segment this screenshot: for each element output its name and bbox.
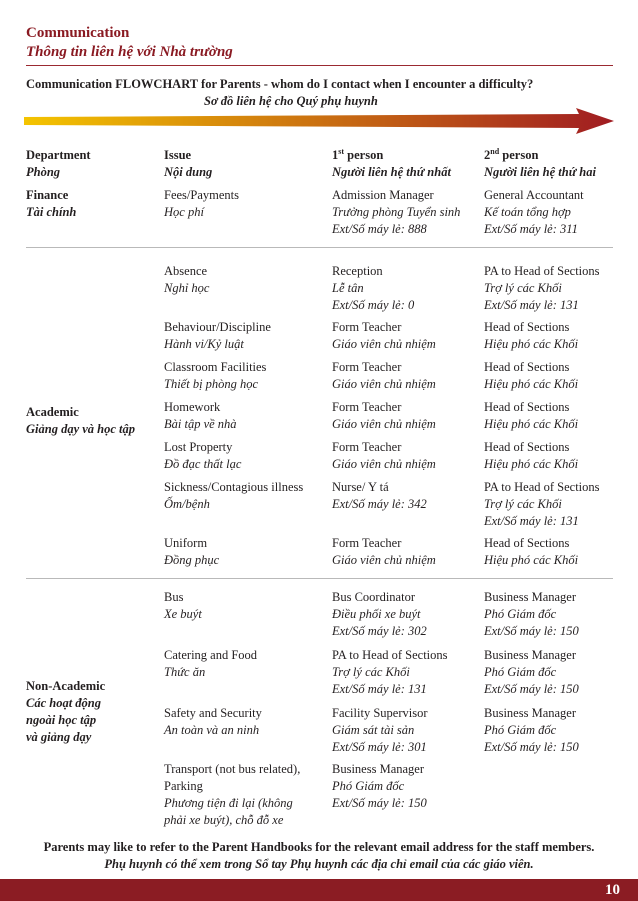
issue-text-cell xyxy=(164,705,332,761)
second-person-line: Head of Sections xyxy=(484,320,570,334)
issue-text-line: Behaviour/Discipline xyxy=(164,320,271,334)
first-person-cell xyxy=(332,263,484,319)
second-person-line: Hiệu phó các Khối xyxy=(484,553,579,567)
first-person-line: PA to Head of Sections xyxy=(332,648,448,662)
table-row xyxy=(164,761,613,831)
issue-text-cell xyxy=(164,399,332,439)
nonacademic-group xyxy=(26,579,613,834)
second-person-line: Head of Sections xyxy=(484,440,570,454)
table-row xyxy=(164,263,613,319)
table-row xyxy=(164,479,613,535)
footer-line-en: Parents may like to refer to the Parent Handbooks for the relevant email address for the staff members. xyxy=(43,840,595,854)
first-person-line: Giáo viên chủ nhiệm xyxy=(332,553,436,567)
first-person-line: Lễ tân xyxy=(332,281,364,295)
second-person-line: Hiệu phó các Khối xyxy=(484,457,579,471)
dept-finance-vi: Tài chính xyxy=(26,205,77,219)
dept-academic-vi: Giảng dạy và học tập xyxy=(26,421,136,436)
issue-text-cell xyxy=(164,535,332,575)
issue-text-cell xyxy=(164,319,332,359)
nonacademic-rows xyxy=(164,589,613,834)
first-person-line: Form Teacher xyxy=(332,536,402,550)
second-person-line: Head of Sections xyxy=(484,536,570,550)
flowchart-heading xyxy=(26,76,613,110)
page-number: 10 xyxy=(605,882,620,898)
second-person-cell xyxy=(484,319,613,359)
dept-nonacademic xyxy=(26,678,105,746)
arrow-shape xyxy=(24,108,614,134)
second-person-line: Phó Giám đốc xyxy=(484,723,557,737)
first-person-line: Nurse/ Y tá xyxy=(332,480,389,494)
dept-finance: Finance xyxy=(26,188,69,202)
issue-text-line: Nghỉ học xyxy=(164,281,210,295)
first-person-line: Form Teacher xyxy=(332,320,402,334)
issue-text-line: Bài tập về nhà xyxy=(164,417,237,431)
col-first-person: 1st person xyxy=(332,146,384,162)
issue-text-line: phải xe buýt), chỗ đỗ xe xyxy=(164,813,284,827)
second-person-line: Business Manager xyxy=(484,648,576,662)
first-person-line: Giáo viên chủ nhiệm xyxy=(332,417,436,431)
table-row xyxy=(164,359,613,399)
page-header xyxy=(26,24,233,62)
first-person-line: Giáo viên chủ nhiệm xyxy=(332,457,436,471)
col-issue-vi: Nội dung xyxy=(164,165,213,179)
dept-nonacademic-line: Các hoạt động xyxy=(26,695,102,710)
first-person-cell xyxy=(332,761,484,831)
issue-text-line: Absence xyxy=(164,264,208,278)
first-person-line: Ext/Số máy lẻ: 342 xyxy=(332,497,427,511)
footer-note xyxy=(0,839,638,873)
table-row xyxy=(164,705,613,761)
issue-text-cell xyxy=(164,359,332,399)
first-person-line: Ext/Số máy lẻ: 150 xyxy=(332,796,427,810)
first-person-line: Ext/Số máy lẻ: 302 xyxy=(332,624,427,638)
flowchart-subtitle: Sơ đồ liên hệ cho Quý phụ huynh xyxy=(204,94,378,108)
first-person-name: Admission Manager xyxy=(332,188,434,202)
issue-text-line: Homework xyxy=(164,400,221,414)
footer-line-vi: Phụ huynh có thể xem trong Sổ tay Phụ huynh các địa chỉ email của các giáo viên. xyxy=(104,857,534,871)
contact-table xyxy=(26,147,613,834)
finance-row xyxy=(26,187,613,247)
academic-rows xyxy=(164,263,613,578)
issue-text-line: Phương tiện đi lại (không xyxy=(164,796,293,810)
first-person-line: Ext/Số máy lẻ: 0 xyxy=(332,298,415,312)
first-person-line: Phó Giám đốc xyxy=(332,779,405,793)
page-subtitle: Thông tin liên hệ với Nhà trường xyxy=(26,44,233,60)
second-person-line: Hiệu phó các Khối xyxy=(484,337,579,351)
issue-text-cell xyxy=(164,479,332,535)
second-person-line: Ext/Số máy lẻ: 131 xyxy=(484,514,579,528)
dept-nonacademic-line: ngoài học tập xyxy=(26,712,97,727)
second-person-line: Ext/Số máy lẻ: 150 xyxy=(484,682,579,696)
first-person-ext: Ext/Số máy lẻ: 888 xyxy=(332,222,427,236)
issue-text-cell xyxy=(164,647,332,705)
second-person-line: Phó Giám đốc xyxy=(484,607,557,621)
first-person-line: Ext/Số máy lẻ: 131 xyxy=(332,682,427,696)
col-issue: Issue xyxy=(164,148,192,162)
second-person-name-vi: Kế toán tổng hợp xyxy=(484,205,571,219)
second-person-line: PA to Head of Sections xyxy=(484,264,600,278)
second-person-cell xyxy=(484,359,613,399)
dept-nonacademic-line: và giảng dạy xyxy=(26,729,92,744)
second-person-cell xyxy=(484,263,613,319)
issue-text-cell xyxy=(164,439,332,479)
first-person-line: Form Teacher xyxy=(332,360,402,374)
issue-text: Fees/Payments xyxy=(164,188,239,202)
gradient-arrow xyxy=(24,108,614,134)
table-row xyxy=(164,535,613,575)
second-person-line: Trợ lý các Khối xyxy=(484,497,562,511)
issue-text-cell xyxy=(164,589,332,647)
second-person-cell xyxy=(484,535,613,575)
second-person-cell xyxy=(484,399,613,439)
issue-text-line: Uniform xyxy=(164,536,208,550)
col-first-person-vi: Người liên hệ thứ nhất xyxy=(332,165,451,179)
second-person-name: General Accountant xyxy=(484,188,584,202)
first-person-line: Reception xyxy=(332,264,383,278)
second-person-line: Ext/Số máy lẻ: 150 xyxy=(484,624,579,638)
issue-text-line: Safety and Security xyxy=(164,706,262,720)
first-person-line: Business Manager xyxy=(332,762,424,776)
issue-text-line: Đồ đạc thất lạc xyxy=(164,457,242,471)
second-person-line: Trợ lý các Khối xyxy=(484,281,562,295)
second-person-cell xyxy=(484,589,613,647)
dept-academic: Academic xyxy=(26,404,79,419)
first-person-line: Giám sát tài sản xyxy=(332,723,415,737)
col-second-person: 2nd person xyxy=(484,146,539,162)
first-person-line: Form Teacher xyxy=(332,440,402,454)
table-row xyxy=(164,439,613,479)
table-row xyxy=(164,399,613,439)
first-person-line: Ext/Số máy lẻ: 301 xyxy=(332,740,427,754)
first-person-line: Điều phối xe buýt xyxy=(332,607,421,621)
second-person-line: Business Manager xyxy=(484,706,576,720)
first-person-cell xyxy=(332,319,484,359)
table-header-row xyxy=(26,147,613,187)
first-person-cell xyxy=(332,359,484,399)
second-person-line: Head of Sections xyxy=(484,360,570,374)
issue-text-line: Classroom Facilities xyxy=(164,360,267,374)
first-person-line: Facility Supervisor xyxy=(332,706,428,720)
col-department: Department xyxy=(26,148,91,162)
second-person-cell xyxy=(484,479,613,535)
first-person-line: Bus Coordinator xyxy=(332,590,415,604)
second-person-cell xyxy=(484,705,613,761)
table-row xyxy=(164,319,613,359)
page-title: Communication xyxy=(26,25,130,41)
issue-text-line: Hành vi/Kỷ luật xyxy=(164,337,244,351)
issue-text-line: Ốm/bệnh xyxy=(164,497,210,511)
issue-text-cell xyxy=(164,761,332,831)
second-person-line: Ext/Số máy lẻ: 131 xyxy=(484,298,579,312)
first-person-cell xyxy=(332,439,484,479)
issue-text-cell xyxy=(164,263,332,319)
second-person-line: Business Manager xyxy=(484,590,576,604)
issue-text-line: An toàn và an ninh xyxy=(164,723,260,737)
first-person-cell xyxy=(332,399,484,439)
second-person-cell xyxy=(484,761,613,831)
first-person-line: Form Teacher xyxy=(332,400,402,414)
academic-group xyxy=(26,248,613,578)
issue-text-line: Lost Property xyxy=(164,440,233,454)
first-person-cell xyxy=(332,589,484,647)
first-person-name-vi: Trưởng phòng Tuyển sinh xyxy=(332,205,461,219)
second-person-line: Hiệu phó các Khối xyxy=(484,377,579,391)
issue-text-line: Parking xyxy=(164,779,203,793)
issue-text-line: Thức ăn xyxy=(164,665,206,679)
issue-text-line: Xe buýt xyxy=(164,607,202,621)
issue-text-vi: Học phí xyxy=(164,205,204,219)
first-person-line: Trợ lý các Khối xyxy=(332,665,410,679)
second-person-line: Ext/Số máy lẻ: 150 xyxy=(484,740,579,754)
dept-nonacademic-line: Non-Academic xyxy=(26,678,106,693)
issue-text-line: Transport (not bus related), xyxy=(164,762,301,776)
issue-text-line: Bus xyxy=(164,590,184,604)
header-divider xyxy=(26,65,613,66)
second-person-line: Head of Sections xyxy=(484,400,570,414)
first-person-cell xyxy=(332,647,484,705)
second-person-cell xyxy=(484,647,613,705)
first-person-line: Giáo viên chủ nhiệm xyxy=(332,337,436,351)
flowchart-title: Communication FLOWCHART for Parents - whom do I contact when I encounter a difficulty? xyxy=(26,77,534,91)
first-person-cell xyxy=(332,705,484,761)
first-person-cell xyxy=(332,479,484,535)
col-second-person-vi: Người liên hệ thứ hai xyxy=(484,165,596,179)
first-person-line: Giáo viên chủ nhiệm xyxy=(332,377,436,391)
table-row xyxy=(164,647,613,705)
second-person-line: Hiệu phó các Khối xyxy=(484,417,579,431)
issue-text-line: Đồng phục xyxy=(164,553,220,567)
issue-text-line: Thiết bị phòng học xyxy=(164,377,259,391)
table-row xyxy=(164,589,613,647)
second-person-line: Phó Giám đốc xyxy=(484,665,557,679)
second-person-line: PA to Head of Sections xyxy=(484,480,600,494)
footer-bar xyxy=(0,879,638,901)
second-person-cell xyxy=(484,439,613,479)
issue-text-line: Sickness/Contagious illness xyxy=(164,480,304,494)
col-department-vi: Phòng xyxy=(26,165,61,179)
first-person-cell xyxy=(332,535,484,575)
second-person-ext: Ext/Số máy lẻ: 311 xyxy=(484,222,578,236)
issue-text-line: Catering and Food xyxy=(164,648,258,662)
